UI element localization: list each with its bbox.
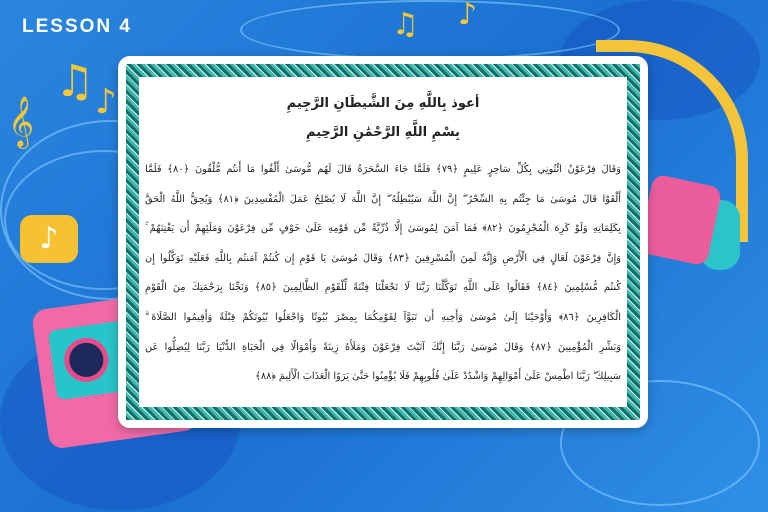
verse-line: كُنتُم مُّسْلِمِينَ ﴿٨٤﴾ فَقَالُوا عَلَى اللَّهِ تَوَكَّلْنَا رَبَّنَا لَا تَجْعَلْنَا فِتْنَةً لِّلْقَوْمِ الظَّالِمِينَ ﴿٨٥﴾ وَنَجِّنَا بِرَحْمَتِكَ مِنَ الْقَوْمِ — [145, 282, 621, 294]
music-note-icon: ♪ — [458, 0, 478, 32]
verse-line: الْكَافِرِينَ ﴿٨٦﴾ وَأَوْحَيْنَا إِلَىٰ مُوسَىٰ وَأَخِيهِ أَن تَبَوَّآ لِقَوْمِكُمَا بِمِصْرَ بُيُوتًا وَاجْعَلُوا بُيُوتَكُمْ قِبْلَةً وَأَقِيمُوا الصَّلَاةَ ۗ — [145, 311, 621, 323]
lesson-title: LESSON 4 — [22, 16, 132, 37]
verse-line: وَإِنَّ فِرْعَوْنَ لَعَالٍ فِي الْأَرْضِ وَإِنَّهُ لَمِنَ الْمُسْرِفِينَ ﴿٨٣﴾ وَقَالَ مُوسَىٰ يَا قَوْمِ إِن كُنتُمْ آمَنتُم بِاللَّهِ فَعَلَيْهِ تَوَكَّلُوا إِن — [145, 252, 621, 264]
verse-line: بِكَلِمَاتِهِ وَلَوْ كَرِهَ الْمُجْرِمُونَ ﴿٨٢﴾ فَمَا آمَنَ لِمُوسَىٰ إِلَّا ذُرِّيَّةٌ مِّن قَوْمِهِ عَلَىٰ خَوْفٍ مِّن فِرْعَوْنَ وَمَلَئِهِمْ أَن يَفْتِنَهُمْ ۚ — [145, 223, 621, 235]
treble-clef-icon: 𝄞 — [8, 96, 35, 147]
verse-line: وَبَشِّرِ الْمُؤْمِنِينَ ﴿٨٧﴾ وَقَالَ مُوسَىٰ رَبَّنَا إِنَّكَ آتَيْتَ فِرْعَوْنَ وَمَلَأَهُ زِينَةً وَأَمْوَالًا فِي الْحَيَاةِ الدُّنْيَا رَبَّنَا لِيُضِلُّوا عَن — [145, 341, 621, 353]
music-note-icon: ♪ — [95, 82, 117, 122]
verse-line: وَقَالَ فِرْعَوْنُ ائْتُونِي بِكُلِّ سَاحِرٍ عَلِيمٍ ﴿٧٩﴾ فَلَمَّا جَاءَ السَّحَرَةُ قَالَ لَهُم مُّوسَىٰ أَلْقُوا مَا أَنتُم مُّلْقُونَ ﴿٨٠﴾ فَلَمَّا — [145, 164, 621, 175]
verses-text — [139, 155, 627, 392]
quran-page-card — [118, 56, 648, 428]
verse-line: أَلْقَوْا قَالَ مُوسَىٰ مَا جِئْتُم بِهِ السِّحْرُ ۖ إِنَّ اللَّهَ سَيُبْطِلُهُ ۖ إِنَّ اللَّهَ لَا يُصْلِحُ عَمَلَ الْمُفْسِدِينَ ﴿٨١﴾ وَيُحِقُّ اللَّهُ الْحَقَّ — [145, 193, 621, 205]
music-note-icon: ♪ — [39, 221, 59, 256]
music-note-bubble-icon — [20, 215, 78, 263]
swirl-line — [240, 0, 620, 60]
music-note-icon: ♫ — [392, 7, 419, 42]
quran-page — [139, 77, 627, 407]
double-note-icon: ♫ — [55, 56, 95, 107]
basmala-heading: بِسْمِ اللَّهِ الرَّحْمَٰنِ الرَّحِيمِ — [306, 125, 460, 140]
isti3adha-heading: أعوذ بِاللَّهِ مِنَ الشَّيطَانِ الرَّجِيمِ — [286, 96, 480, 111]
verse-line: سَبِيلِكَ ۖ رَبَّنَا اطْمِسْ عَلَىٰ أَمْوَالِهِمْ وَاشْدُدْ عَلَىٰ قُلُوبِهِمْ فَلَا يُؤْمِنُوا حَتَّىٰ يَرَوُا الْعَذَابَ الْأَلِيمَ ﴿٨٨﴾ — [255, 371, 621, 383]
